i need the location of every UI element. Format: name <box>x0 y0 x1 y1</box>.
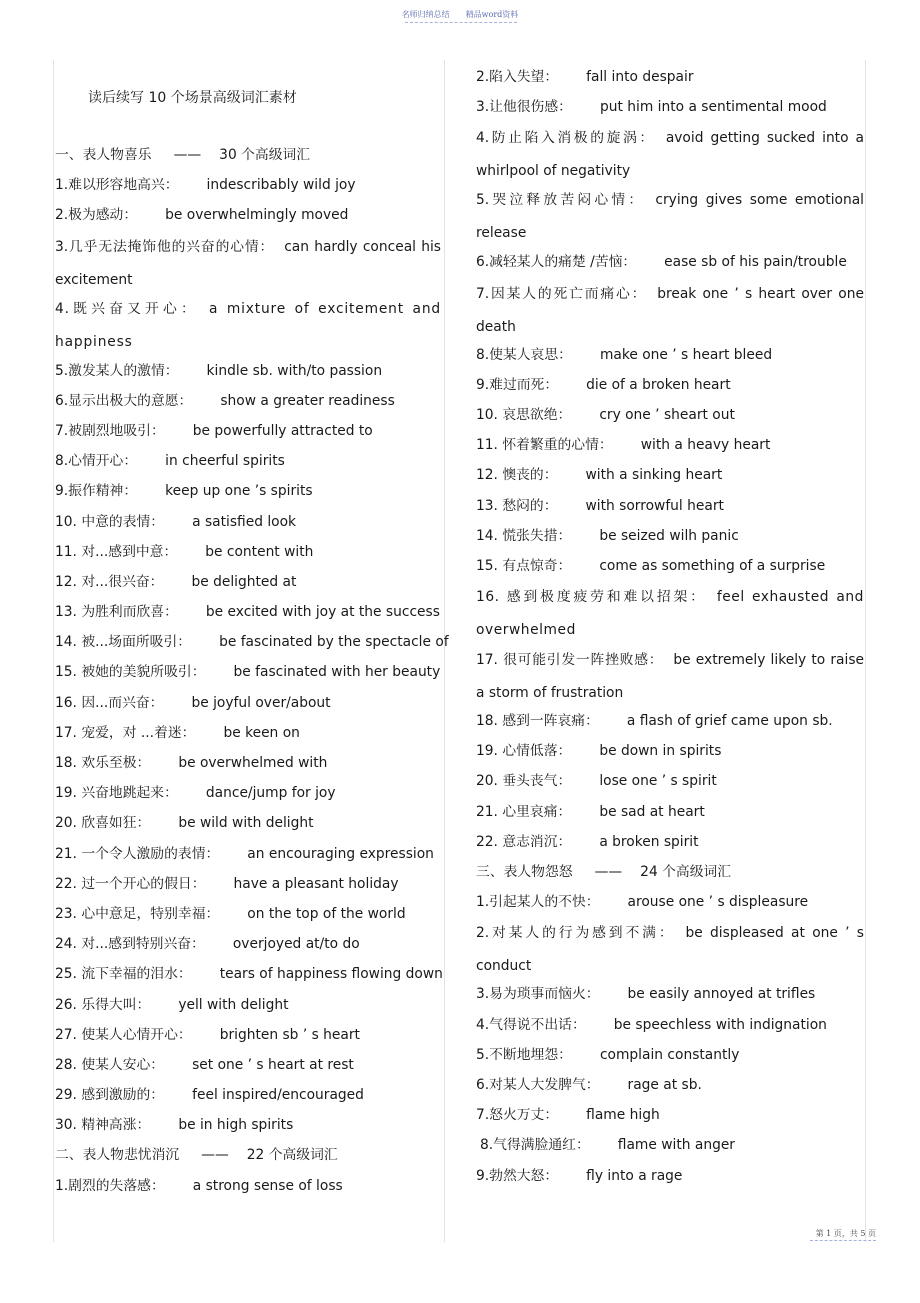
vocab-item: 28. 使某人安心： set one ’ s heart at rest <box>55 1056 354 1073</box>
vocab-item: 7.因某人的死亡而痛心： break one ’ s heart over one death <box>476 285 864 335</box>
vocab-item: 16. 感到极度疲劳和难以招架： feel exhausted and overwhelmed <box>476 589 864 639</box>
left-column <box>55 140 449 1201</box>
vocab-item: 17. 很可能引发一阵挫败感： be extremely likely to raise a storm of frustration <box>476 652 864 702</box>
document-title: 读后续写 10 个场景高级词汇素材 <box>88 90 297 106</box>
vocab-item: 5.激发某人的激情： kindle sb. with/to passion <box>55 362 383 379</box>
footer-divider <box>810 1240 876 1241</box>
vocab-item: 7.被剧烈地吸引： be powerfully attracted to <box>55 422 373 439</box>
vocab-item: 26. 乐得大叫： yell with delight <box>55 996 289 1013</box>
vocab-item: 5.不断地埋怨： complain constantly <box>476 1046 740 1063</box>
vocab-item: 30. 精神高涨： be in high spirits <box>55 1117 294 1134</box>
vocab-item: 1.剧烈的失落感： a strong sense of loss <box>55 1177 343 1194</box>
vocab-item: 9.难过而死： die of a broken heart <box>476 376 731 393</box>
vocab-item: 14. 被...场面所吸引： be fascinated by the spectacle of <box>55 634 449 651</box>
vocab-item: 12. 懊丧的： with a sinking heart <box>476 467 723 484</box>
vocab-item: 23. 心中意足，特别幸福： on the top of the world <box>55 905 406 922</box>
vocab-item: 21. 心里哀痛： be sad at heart <box>476 803 705 820</box>
vocab-item: 15. 有点惊奇： come as something of a surprise <box>476 557 826 574</box>
vocab-item: 11. 对...感到中意： be content with <box>55 543 314 560</box>
vocab-item: 18. 感到一阵哀痛： a flash of grief came upon sb. <box>476 713 833 730</box>
section-heading-joy: 一、表人物喜乐 —— 30 个高级词汇 <box>55 147 311 163</box>
section-heading-anger: 三、表人物怨怒 —— 24 个高级词汇 <box>476 864 732 880</box>
vocab-item: 13. 为胜利而欣喜： be excited with joy at the success <box>55 604 440 621</box>
vocab-item: 4.防止陷入消极的旋涡： avoid getting sucked into a whirlpool of negativity <box>476 130 864 180</box>
vocab-item: 1.引起某人的不快： arouse one ’ s displeasure <box>476 894 809 911</box>
vocab-item: 19. 心情低落： be down in spirits <box>476 743 722 760</box>
vocab-item: 24. 对...感到特别兴奋： overjoyed at/to do <box>55 936 360 953</box>
right-margin-line <box>865 60 866 1242</box>
vocab-item: 12. 对...很兴奋： be delighted at <box>55 573 297 590</box>
right-column <box>476 62 864 1191</box>
vocab-item: 10. 中意的表情： a satisfied look <box>55 513 297 530</box>
vocab-item: 8.心情开心： in cheerful spirits <box>55 453 285 470</box>
vocab-item: 22. 过一个开心的假日： have a pleasant holiday <box>55 875 399 892</box>
vocab-item: 14. 慌张失措： be seized wilh panic <box>476 527 739 544</box>
vocab-item: 17. 宠爱，对 ...着迷： be keen on <box>55 724 300 741</box>
vocab-item: 22. 意志消沉： a broken spirit <box>476 833 699 850</box>
vocab-item: 29. 感到激励的： feel inspired/encouraged <box>55 1087 364 1104</box>
header-right: 精品word资料 <box>465 10 519 19</box>
vocab-item: 4.既兴奋又开心： a mixture of excitement and happiness <box>55 300 441 350</box>
vocab-item: 27. 使某人心情开心： brighten sb ’ s heart <box>55 1026 360 1043</box>
vocab-item: 9.振作精神： keep up one ’s spirits <box>55 483 313 500</box>
vocab-item: 1.难以形容地高兴： indescribably wild joy <box>55 177 356 194</box>
vocab-item: 20. 欣喜如狂： be wild with delight <box>55 815 314 832</box>
vocab-item: 8.气得满脸通红： flame with anger <box>480 1137 735 1154</box>
page-number: 第 1 页，共 5 页 <box>815 1229 876 1238</box>
vocab-item: 21. 一个令人激励的表情： an encouraging expression <box>55 845 434 862</box>
vocab-item: 2.陷入失望： fall into despair <box>476 69 694 85</box>
vocab-item: 4.气得说不出话： be speechless with indignation <box>476 1016 827 1033</box>
header-left: 名师归纳总结 <box>401 10 450 19</box>
vocab-item: 19. 兴奋地跳起来： dance/jump for joy <box>55 785 336 802</box>
vocab-item: 20. 垂头丧气： lose one ’ s spirit <box>476 773 717 790</box>
vocab-item: 9.勃然大怒： fly into a rage <box>476 1167 683 1184</box>
left-margin-line <box>53 60 54 1242</box>
vocab-item: 18. 欢乐至极： be overwhelmed with <box>55 755 328 771</box>
vocab-item: 13. 愁闷的： with sorrowful heart <box>476 497 724 514</box>
vocab-item: 3.让他很伤感： put him into a sentimental mood <box>476 99 827 116</box>
vocab-item: 16. 因...而兴奋： be joyful over/about <box>55 694 331 711</box>
page-header <box>0 9 920 20</box>
column-divider <box>444 60 445 1242</box>
vocab-item: 2.对某人的行为感到不满： be displeased at one ’ s conduct <box>476 925 864 975</box>
vocab-item: 15. 被她的美貌所吸引： be fascinated with her beauty <box>55 664 441 681</box>
vocab-item: 5.哭泣释放苦闷心情： crying gives some emotional release <box>476 192 864 242</box>
vocab-item: 3.易为琐事而恼火： be easily annoyed at trifles <box>476 986 816 1003</box>
vocab-item: 25. 流下幸福的泪水： tears of happiness flowing down <box>55 966 443 983</box>
header-divider <box>405 22 517 23</box>
vocab-item: 8.使某人哀思： make one ’ s heart bleed <box>476 346 773 363</box>
vocab-item: 3.几乎无法掩饰他的兴奋的心情： can hardly conceal his excitement <box>55 238 441 288</box>
vocab-item: 11. 怀着繁重的心情： with a heavy heart <box>476 437 771 454</box>
vocab-item: 6.显示出极大的意愿： show a greater readiness <box>55 392 395 409</box>
section-heading-sorrow: 二、表人物悲忧消沉 —— 22 个高级词汇 <box>55 1147 338 1164</box>
vocab-item: 6.对某人大发脾气： rage at sb. <box>476 1076 702 1093</box>
vocab-item: 10. 哀思欲绝： cry one ’ sheart out <box>476 406 735 423</box>
vocab-item: 2.极为感动： be overwhelmingly moved <box>55 207 349 224</box>
vocab-item: 7.怒火万丈： flame high <box>476 1107 660 1124</box>
vocab-item: 6.减轻某人的痛楚 /苦恼： ease sb of his pain/trouble <box>476 254 847 271</box>
